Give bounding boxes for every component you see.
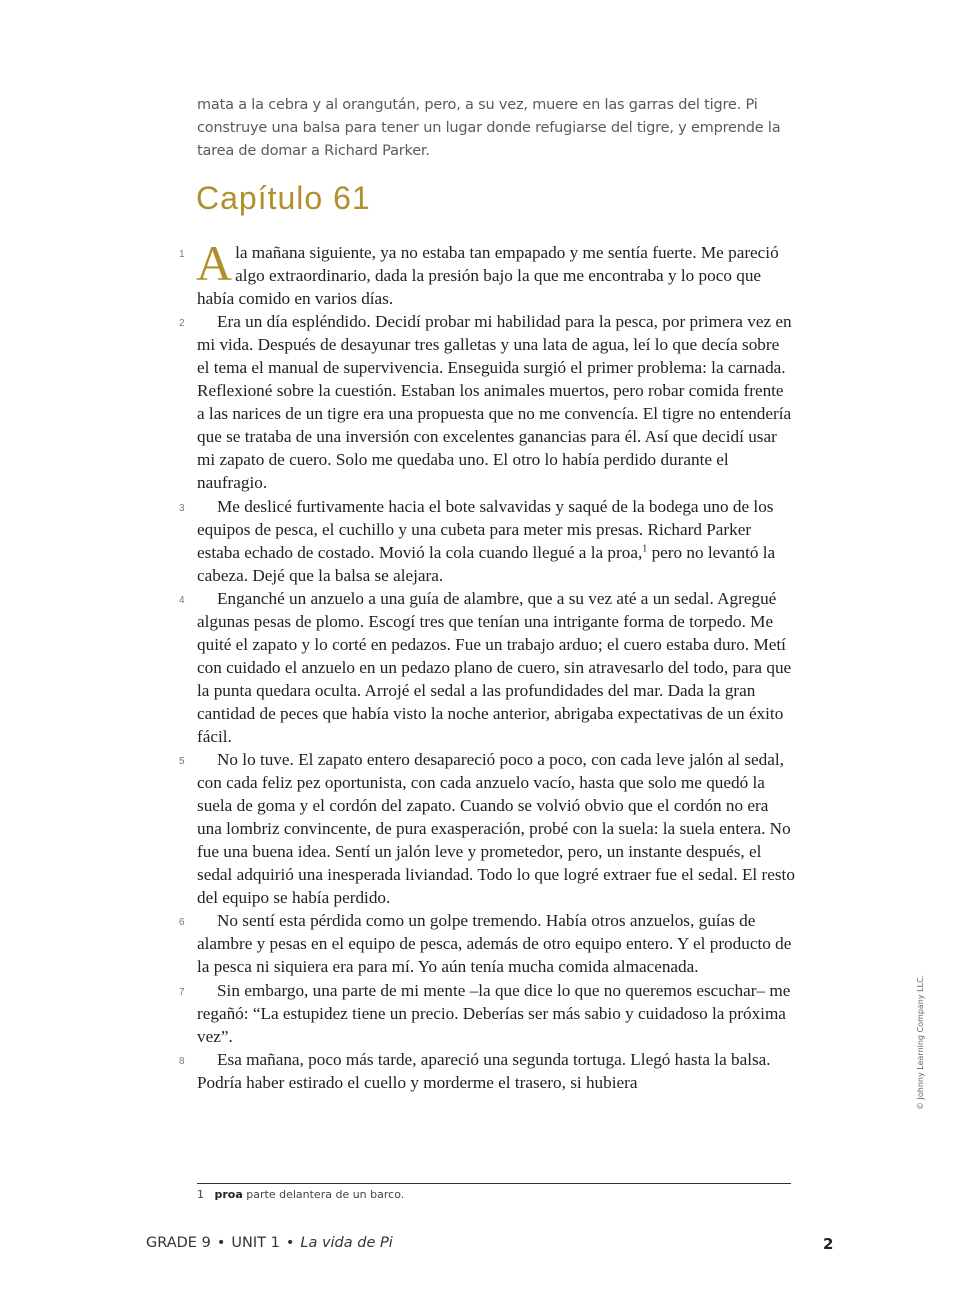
footnote-divider — [197, 1183, 791, 1184]
paragraph-text: Me deslicé furtivamente hacia el bote salvavidas y saqué de la bodega uno de los equipos de pesca, el cuchillo y una cubeta para meter mis presas. Richard Parker estaba echado de costado. Movió la cola cuando llegué a la proa, — [197, 496, 774, 562]
paragraph-text: Sin embargo, una parte de mi mente –la que dice lo que no queremos escuchar– me regañó: “La estupidez tiene un precio. Deberías ser más sabio y cuidadoso la próxima vez”. — [197, 980, 791, 1046]
footnote — [197, 1188, 404, 1201]
paragraph-number: 8 — [179, 1055, 185, 1067]
paragraph-text: No sentí esta pérdida como un golpe tremendo. Había otros anzuelos, guías de alambre y pesas en el equipo de pesca, además de otro equipo entero. Y el producto de la pesca ni siquiera era para mí. Yo aún tenía mucha comida almacenada. — [197, 911, 792, 977]
paragraph-5 — [179, 748, 795, 909]
paragraph-text: Enganché un anzuelo a una guía de alambre, que a su vez até a un sedal. Agregué algunas pesas de plomo. Escogí tres que tenían una intrigante forma de torpedo. Me quité el zapato y lo corté en pedazos. Fue un trabajo arduo; el cuero estaba duro. Metí con cuidado el anzuelo en un pedazo plano de cuero, sin atravesarlo del todo, para que la punta quedara oculta. Arrojé el sedal a las profundidades del mar. Dada la gran cantidad de peces que había visto la noche anterior, abrigaba expectativas de un éxito fácil. — [197, 588, 792, 746]
bullet-separator: • — [285, 1235, 295, 1251]
paragraph-3 — [179, 495, 795, 587]
paragraph-2 — [179, 310, 795, 494]
footnote-reference[interactable]: 1 — [642, 542, 648, 554]
paragraph-number: 5 — [179, 756, 185, 768]
paragraph-number: 4 — [179, 594, 185, 606]
intro-summary: mata a la cebra y al orangután, pero, a su vez, muere en las garras del tigre. Pi construye una balsa para tener un lugar donde refugiarse del tigre, y emprende la tarea de domar a Richard Parker. — [197, 97, 781, 159]
paragraph-7 — [179, 979, 795, 1048]
page-footer — [146, 1235, 393, 1251]
paragraph-text-continued: pero no levantó la cabeza. Dejé que la balsa se alejara. — [197, 542, 776, 585]
paragraph-text: Era un día espléndido. Decidí probar mi habilidad para la pesca, por primera vez en mi vida. Después de desayunar tres galletas y una lata de agua, leí lo que decía sobre el tema el manual de supervivencia. Enseguida surgió el primer problema: la carnada. Reflexioné sobre la cuestión. Estaban los animales muertos, pero robar comida frente a las narices de un tigre era una propuesta que no me convencía. El tigre no entendería que se trataba de una inversión con excelentes ganancias para él. Así que decidí usar mi zapato de cuero. Solo me quedaba uno. El otro lo había perdido durante el naufragio. — [197, 312, 792, 493]
paragraph-number: 6 — [179, 917, 185, 929]
bullet-separator: • — [216, 1235, 226, 1251]
copyright-notice: © Johnny Learning Company LLC. — [916, 974, 925, 1110]
footnote-definition: parte delantera de un barco. — [246, 1188, 405, 1201]
footnote-term: proa — [214, 1188, 243, 1201]
paragraph-text: Esa mañana, poco más tarde, apareció una segunda tortuga. Llegó hasta la balsa. Podría haber estirado el cuello y morderme el trasero, si hubiera — [197, 1049, 771, 1092]
paragraph-8 — [179, 1048, 795, 1094]
paragraph-number: 1 — [179, 249, 185, 260]
paragraph-text: la mañana siguiente, ya no estaba tan empapado y me sentía fuerte. Me pareció algo extraordinario, dada la presión bajo la que me encontraba y lo poco que había comido en varios días. — [197, 243, 779, 309]
paragraph-1 — [179, 235, 795, 310]
paragraph-number: 7 — [179, 986, 185, 998]
paragraph-text: No lo tuve. El zapato entero desapareció poco a poco, con cada leve jalón al sedal, con cada feliz pez oportunista, con cada anzuelo vacío, hasta que solo me quedó la suela de goma y el cordón del zapato. Cuando se volvió obvio que el cordón no era una lombriz convincente, de pura exasperación, probé con la suela: la suela entera. No fue una buena idea. Sentí un jalón leve y prometedor, pero, un instante después, el sedal adquirió una inesperada liviandad. Todo lo que logré extraer fue el sedal. El resto del equipo se había perdido. — [197, 750, 795, 908]
footer-book-title: La vida de Pi — [300, 1235, 393, 1251]
paragraph-number: 2 — [179, 318, 185, 330]
paragraph-6 — [179, 909, 795, 978]
footnote-number: 1 — [197, 1188, 204, 1201]
chapter-body — [179, 235, 795, 1094]
paragraph-4 — [179, 587, 795, 748]
footer-grade: GRADE 9 — [146, 1235, 211, 1251]
page-number: 2 — [823, 1235, 834, 1253]
chapter-title: Capítulo 61 — [196, 180, 371, 216]
footer-unit: UNIT 1 — [231, 1235, 280, 1251]
paragraph-number: 3 — [179, 502, 185, 514]
drop-cap: A — [196, 235, 233, 291]
